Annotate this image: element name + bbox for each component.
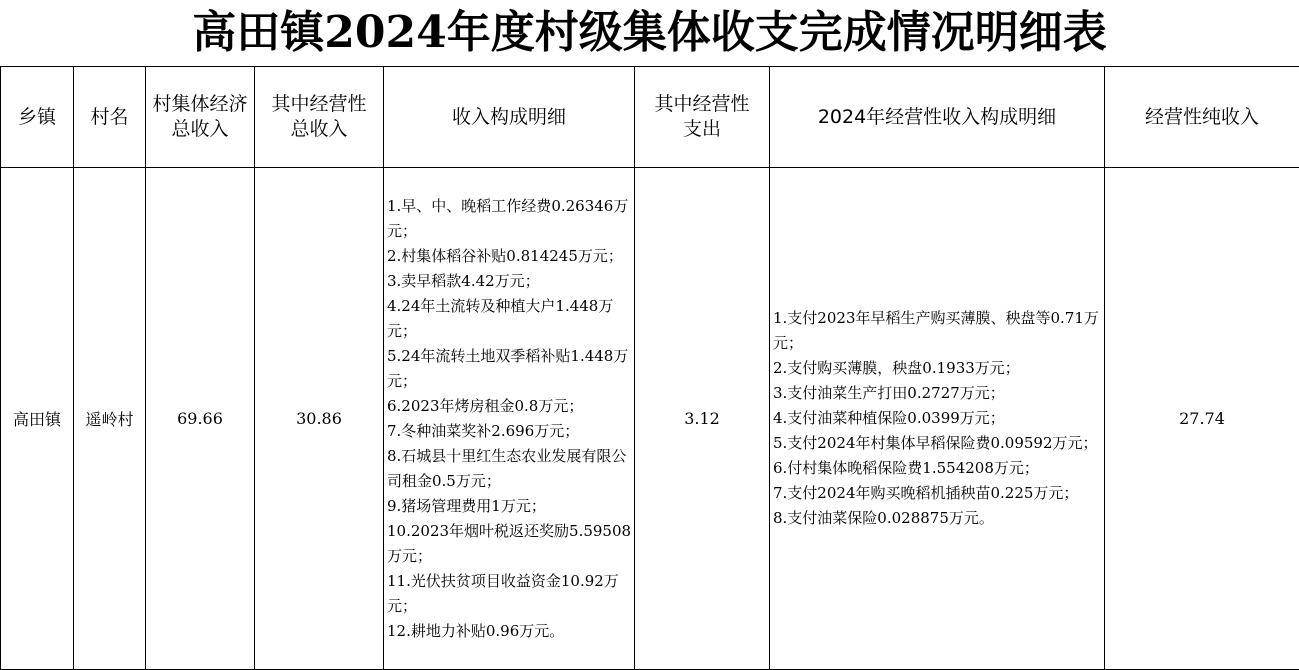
income-detail-item: 6.2023年烤房租金0.8万元； [387,394,632,419]
income-detail-item: 1.早、中、晚稻工作经费0.26346万元； [387,194,632,244]
header-income-detail: 收入构成明细 [384,67,635,168]
income-detail-item: 10.2023年烟叶税返还奖励5.59508万元； [387,519,632,569]
page-title: 高田镇2024年度村级集体收支完成情况明细表 [0,0,1299,66]
expense-detail-item: 5.支付2024年村集体早稻保险费0.09592万元；6.付村集体晚稻保险费1.554208万元； [773,431,1102,481]
income-detail-item: 4.24年土流转及种植大户1.448万元； [387,294,632,344]
income-detail-item: 9.猪场管理费用1万元； [387,494,632,519]
expense-detail-item: 4.支付油菜种植保险0.0399万元； [773,406,1102,431]
table-row [1,168,1299,670]
income-detail-item: 3.卖早稻款4.42万元； [387,269,632,294]
cell-operating-income: 30.86 [255,168,384,670]
header-net-operating-income: 经营性纯收入 [1105,67,1299,168]
header-operating-detail-2024: 2024年经营性收入构成明细 [770,67,1105,168]
income-detail-item: 7.冬种油菜奖补2.696万元； [387,419,632,444]
income-detail-item: 5.24年流转土地双季稻补贴1.448万元； [387,344,632,394]
summary-table [0,66,1299,670]
header-row [1,67,1299,168]
cell-total-income: 69.66 [146,168,255,670]
income-detail-item: 2.村集体稻谷补贴0.814245万元； [387,244,632,269]
header-operating-expense: 其中经营性支出 [635,67,770,168]
header-township: 乡镇 [1,67,74,168]
income-detail-item: 11.光伏扶贫项目收益资金10.92万元； [387,569,632,619]
cell-village: 遥岭村 [74,168,146,670]
expense-detail-item: 3.支付油菜生产打田0.2727万元； [773,381,1102,406]
expense-detail-item: 1.支付2023年早稻生产购买薄膜、秧盘等0.71万元； [773,306,1102,356]
cell-operating-expense: 3.12 [635,168,770,670]
expense-detail-item: 7.支付2024年购买晚稻机插秧苗0.225万元； [773,481,1102,506]
income-detail-item: 8.石城县十里红生态农业发展有限公司租金0.5万元； [387,444,632,494]
header-village: 村名 [74,67,146,168]
header-operating-income: 其中经营性总收入 [255,67,384,168]
cell-operating-detail-2024 [770,168,1105,670]
expense-detail-item: 2.支付购买薄膜，秧盘0.1933万元； [773,356,1102,381]
cell-township: 高田镇 [1,168,74,670]
expense-detail-item: 8.支付油菜保险0.028875万元。 [773,506,1102,531]
income-detail-item: 12.耕地力补贴0.96万元。 [387,619,632,644]
cell-net-operating-income: 27.74 [1105,168,1299,670]
header-total-income: 村集体经济总收入 [146,67,255,168]
cell-income-detail [384,168,635,670]
